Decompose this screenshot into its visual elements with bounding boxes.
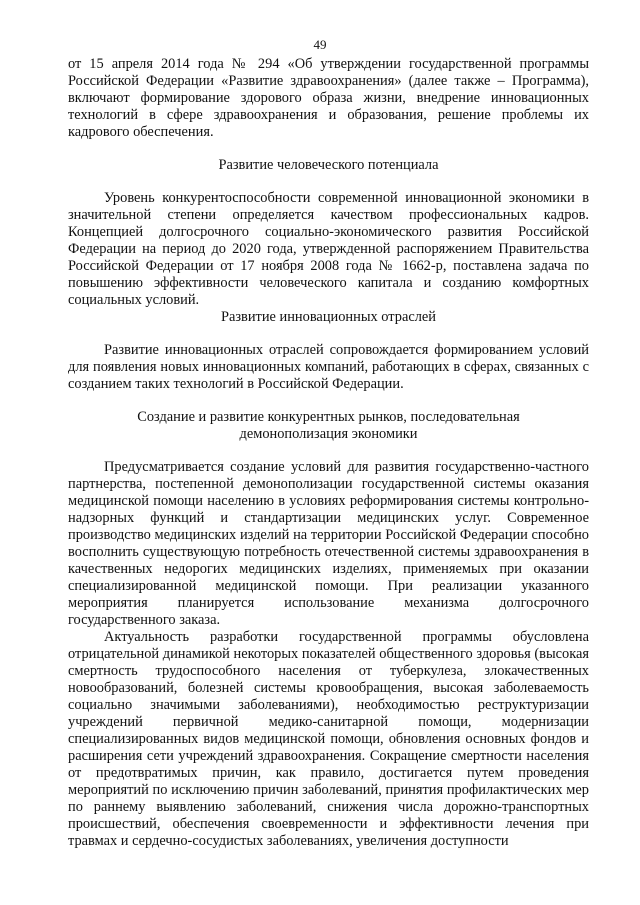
paragraph-competitive-markets: Предусматривается создание условий для развития государственно-частного партнерства, постепенной демонополизации государственной системы оказания медицинской помощи населению в условиях реформирования системы контрольно-надзорных функций и стандартизации медицинских услуг. Современное производство медицинских изделий на территории Российской Федерации способно восполнить существующую потребность отечественной системы здравоохранения в качественных недорогих медицинских изделиях, применяемых при оказании специализированной медицинской помощи. При реализации указанного мероприятия планируется использование механизма долгосрочного государственного заказа. [68, 459, 589, 628]
heading-innovative-industries: Развитие инновационных отраслей [220, 309, 436, 325]
paragraph-program-relevance: Актуальность разработки государственной программы обусловлена отрицательной динамикой некоторых показателей общественного здоровья (высокая смертность трудоспособного населения от туберкулеза, злокачественных новообразований, болезней системы кровообращения, высокая заболеваемость социально значимыми заболеваниями), необходимостью реструктуризации учреждений первичной медико-санитарной помощи, модернизации специализированных видов медицинской помощи, обновления основных фондов и расширения сети учреждений здравоохранения. Сокращение смертности населения от предотвратимых причин, как правило, достигается путем проведения мероприятий по исключению причин заболеваний, принятия профилактических мер по раннему выявлению заболеваний, снижения числа дорожно-транспортных происшествий, обеспечения своевременности и эффективности лечения при травмах и сердечно-сосудистых заболеваниях, увеличения доступности [68, 629, 589, 849]
heading-competitive-markets-line1: Создание и развитие конкурентных рынков, последовательная [137, 409, 520, 425]
intro-paragraph: от 15 апреля 2014 года № 294 «Об утверждении государственной программы Российской Федерации «Развитие здравоохранения» (далее также – Программа), включают формирование здорового образа жизни, внедрение инновационных технологий в сфере здравоохранения и образования, решение проблемы их кадрового обеспечения. [68, 56, 589, 140]
paragraph-human-potential: Уровень конкурентоспособности современной инновационной экономики в значительной степени определяется качеством профессиональных кадров. Концепцией долгосрочного социально-экономического развития Российской Федерации на период до 2020 года, утвержденной распоряжением Правительства Российской Федерации от 17 ноября 2008 года № 1662-р, поставлена задача по повышению эффективности человеческого капитала и созданию комфортных социальных условий. [68, 190, 589, 308]
page-content [68, 56, 589, 850]
heading-competitive-markets-line2: демонополизация экономики [239, 426, 418, 442]
heading-human-potential: Развитие человеческого потенциала [218, 157, 439, 173]
page-number: 49 [313, 37, 327, 52]
paragraph-innovative-industries: Развитие инновационных отраслей сопровождается формированием условий для появления новых инновационных компаний, работающих в сферах, связанных с созданием таких технологий в Российской Федерации. [68, 342, 589, 392]
